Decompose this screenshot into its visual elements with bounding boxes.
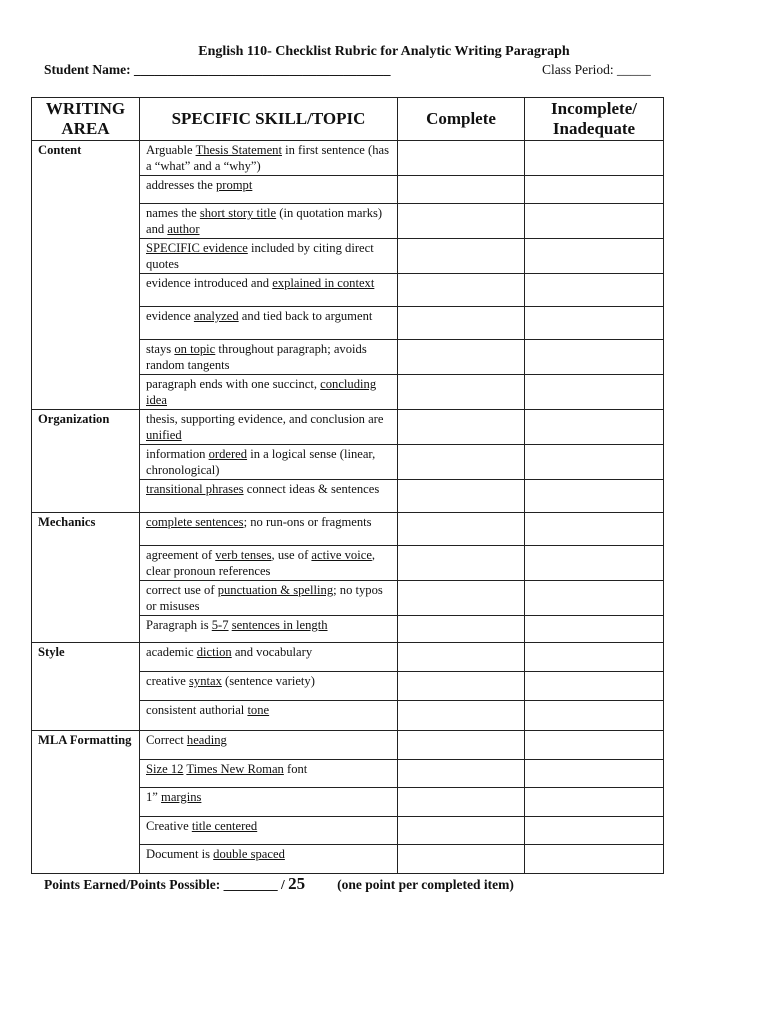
incomplete-cell[interactable] [525, 176, 664, 204]
writing-area-label: Organization [32, 410, 140, 513]
skill-text: paragraph ends with one succinct, [146, 377, 321, 391]
complete-cell[interactable] [398, 701, 525, 731]
writing-area-label: MLA Formatting [32, 731, 140, 874]
skill-cell [140, 760, 398, 788]
complete-cell[interactable] [398, 141, 525, 176]
skill-text: ; no typos or misuses [146, 583, 383, 613]
skill-keyword: Thesis Statement [195, 143, 282, 157]
incomplete-cell[interactable] [525, 410, 664, 445]
skill-text: Creative [146, 819, 192, 833]
skill-keyword: complete sentences [146, 515, 244, 529]
skill-text: included by citing direct quotes [146, 241, 374, 271]
skill-cell [140, 581, 398, 616]
skill-keyword: prompt [215, 178, 253, 192]
rubric-row [32, 410, 664, 445]
rubric-row [32, 731, 664, 760]
skill-text: correct use of [146, 583, 218, 597]
skill-keyword: ordered [208, 447, 248, 461]
incomplete-cell[interactable] [525, 546, 664, 581]
complete-cell[interactable] [398, 643, 525, 672]
skill-text: font [283, 762, 308, 776]
skill-keyword: punctuation & spelling [217, 583, 334, 597]
skill-cell [140, 480, 398, 513]
complete-cell[interactable] [398, 788, 525, 817]
skill-text: ; no run-ons or fragments [243, 515, 372, 529]
skill-keyword: syntax [189, 674, 222, 688]
points-total: 25 [288, 874, 306, 893]
incomplete-cell[interactable] [525, 375, 664, 410]
skill-cell [140, 701, 398, 731]
complete-cell[interactable] [398, 274, 525, 307]
header-specific-skill: SPECIFIC SKILL/TOPIC [140, 98, 398, 141]
skill-text: stays [146, 342, 175, 356]
complete-cell[interactable] [398, 845, 525, 874]
skill-keyword: concluding idea [146, 377, 377, 407]
incomplete-cell[interactable] [525, 817, 664, 845]
skill-cell [140, 845, 398, 874]
points-note: (one point per completed item) [337, 877, 514, 892]
skill-keyword: Times New Roman [186, 762, 284, 776]
points-footer [44, 874, 514, 894]
skill-text: agreement of [146, 548, 216, 562]
complete-cell[interactable] [398, 513, 525, 546]
incomplete-cell[interactable] [525, 616, 664, 643]
complete-cell[interactable] [398, 239, 525, 274]
header-complete: Complete [398, 98, 525, 141]
skill-text: and tied back to argument [238, 309, 373, 323]
skill-text: Document is [146, 847, 214, 861]
skill-text: throughout paragraph; avoids random tangents [146, 342, 367, 372]
skill-keyword: heading [186, 733, 227, 747]
rubric-row [32, 513, 664, 546]
incomplete-cell[interactable] [525, 845, 664, 874]
complete-cell[interactable] [398, 672, 525, 701]
student-name-field: Student Name: ______________________________________ [44, 62, 391, 77]
skill-text: , clear pronoun references [146, 548, 376, 578]
skill-keyword: title centered [191, 819, 258, 833]
skill-cell [140, 643, 398, 672]
writing-area-label: Mechanics [32, 513, 140, 643]
skill-keyword: explained in context [272, 276, 375, 290]
incomplete-cell[interactable] [525, 760, 664, 788]
incomplete-cell[interactable] [525, 672, 664, 701]
incomplete-cell[interactable] [525, 204, 664, 239]
skill-keyword: diction [196, 645, 232, 659]
skill-keyword: SPECIFIC evidence [146, 241, 248, 255]
skill-cell [140, 307, 398, 340]
complete-cell[interactable] [398, 176, 525, 204]
skill-text: names the [146, 206, 200, 220]
incomplete-cell[interactable] [525, 445, 664, 480]
incomplete-cell[interactable] [525, 701, 664, 731]
skill-text: creative [146, 674, 189, 688]
rubric-row [32, 141, 664, 176]
skill-keyword: Size 12 [146, 762, 184, 776]
skill-text: , use of [271, 548, 312, 562]
skill-text: and vocabulary [231, 645, 313, 659]
incomplete-cell[interactable] [525, 788, 664, 817]
skill-cell [140, 731, 398, 760]
skill-text: connect ideas & sentences [243, 482, 380, 496]
skill-keyword: author [167, 222, 200, 236]
skill-text: in a logical sense (linear, chronological) [146, 447, 376, 477]
skill-keyword: 5-7 [211, 618, 229, 632]
skill-cell [140, 616, 398, 643]
skill-keyword: on topic [174, 342, 216, 356]
incomplete-cell[interactable] [525, 480, 664, 513]
complete-cell[interactable] [398, 445, 525, 480]
rubric-row [32, 643, 664, 672]
skill-text: evidence introduced and [146, 276, 273, 290]
skill-cell [140, 817, 398, 845]
skill-cell [140, 672, 398, 701]
skill-text: academic [146, 645, 197, 659]
skill-keyword: active voice [311, 548, 372, 562]
class-period-field: Class Period: _____ [542, 62, 651, 77]
skill-text: information [146, 447, 209, 461]
incomplete-cell[interactable] [525, 513, 664, 546]
complete-cell[interactable] [398, 375, 525, 410]
incomplete-cell[interactable] [525, 307, 664, 340]
skill-cell [140, 340, 398, 375]
skill-cell [140, 176, 398, 204]
complete-cell[interactable] [398, 546, 525, 581]
skill-keyword: tone [247, 703, 270, 717]
complete-cell[interactable] [398, 204, 525, 239]
skill-text: (in quotation marks) and [146, 206, 383, 236]
skill-text: addresses the [146, 178, 216, 192]
skill-cell [140, 274, 398, 307]
skill-keyword: margins [161, 790, 202, 804]
skill-text: Correct [146, 733, 187, 747]
complete-cell[interactable] [398, 731, 525, 760]
complete-cell[interactable] [398, 410, 525, 445]
complete-cell[interactable] [398, 307, 525, 340]
skill-text: thesis, supporting evidence, and conclusion are [146, 412, 384, 426]
complete-cell[interactable] [398, 616, 525, 643]
skill-keyword: verb tenses [215, 548, 272, 562]
skill-text: consistent authorial [146, 703, 248, 717]
rubric-body [32, 141, 664, 874]
skill-cell [140, 445, 398, 480]
incomplete-cell[interactable] [525, 239, 664, 274]
incomplete-cell[interactable] [525, 340, 664, 375]
skill-keyword: unified [146, 428, 182, 442]
skill-keyword: sentences in length [231, 618, 328, 632]
writing-area-label: Content [32, 141, 140, 410]
skill-text: (sentence variety) [221, 674, 315, 688]
skill-cell [140, 546, 398, 581]
header-writing-area: WRITING AREA [32, 98, 140, 141]
skill-keyword: double spaced [213, 847, 285, 861]
skill-text: 1” [146, 790, 162, 804]
rubric-table [31, 97, 664, 874]
complete-cell[interactable] [398, 760, 525, 788]
points-label: Points Earned/Points Possible: ________ / [44, 877, 289, 892]
skill-keyword: short story title [199, 206, 277, 220]
skill-cell [140, 239, 398, 274]
complete-cell[interactable] [398, 480, 525, 513]
writing-area-label: Style [32, 643, 140, 731]
skill-cell [140, 141, 398, 176]
skill-text: Paragraph is [146, 618, 212, 632]
skill-text: in first sentence (has a “what” and a “why”) [146, 143, 389, 173]
incomplete-cell[interactable] [525, 643, 664, 672]
skill-cell [140, 204, 398, 239]
skill-keyword: transitional phrases [146, 482, 244, 496]
complete-cell[interactable] [398, 817, 525, 845]
page-title: English 110- Checklist Rubric for Analytic Writing Paragraph [198, 44, 570, 59]
complete-cell[interactable] [398, 340, 525, 375]
skill-cell [140, 788, 398, 817]
incomplete-cell[interactable] [525, 141, 664, 176]
skill-text: Arguable [146, 143, 196, 157]
incomplete-cell[interactable] [525, 581, 664, 616]
skill-cell [140, 513, 398, 546]
skill-cell [140, 375, 398, 410]
complete-cell[interactable] [398, 581, 525, 616]
incomplete-cell[interactable] [525, 731, 664, 760]
skill-text: evidence [146, 309, 194, 323]
incomplete-cell[interactable] [525, 274, 664, 307]
skill-cell [140, 410, 398, 445]
header-incomplete: Incomplete/ Inadequate [525, 98, 664, 141]
header-row [32, 98, 664, 141]
skill-keyword: analyzed [193, 309, 239, 323]
